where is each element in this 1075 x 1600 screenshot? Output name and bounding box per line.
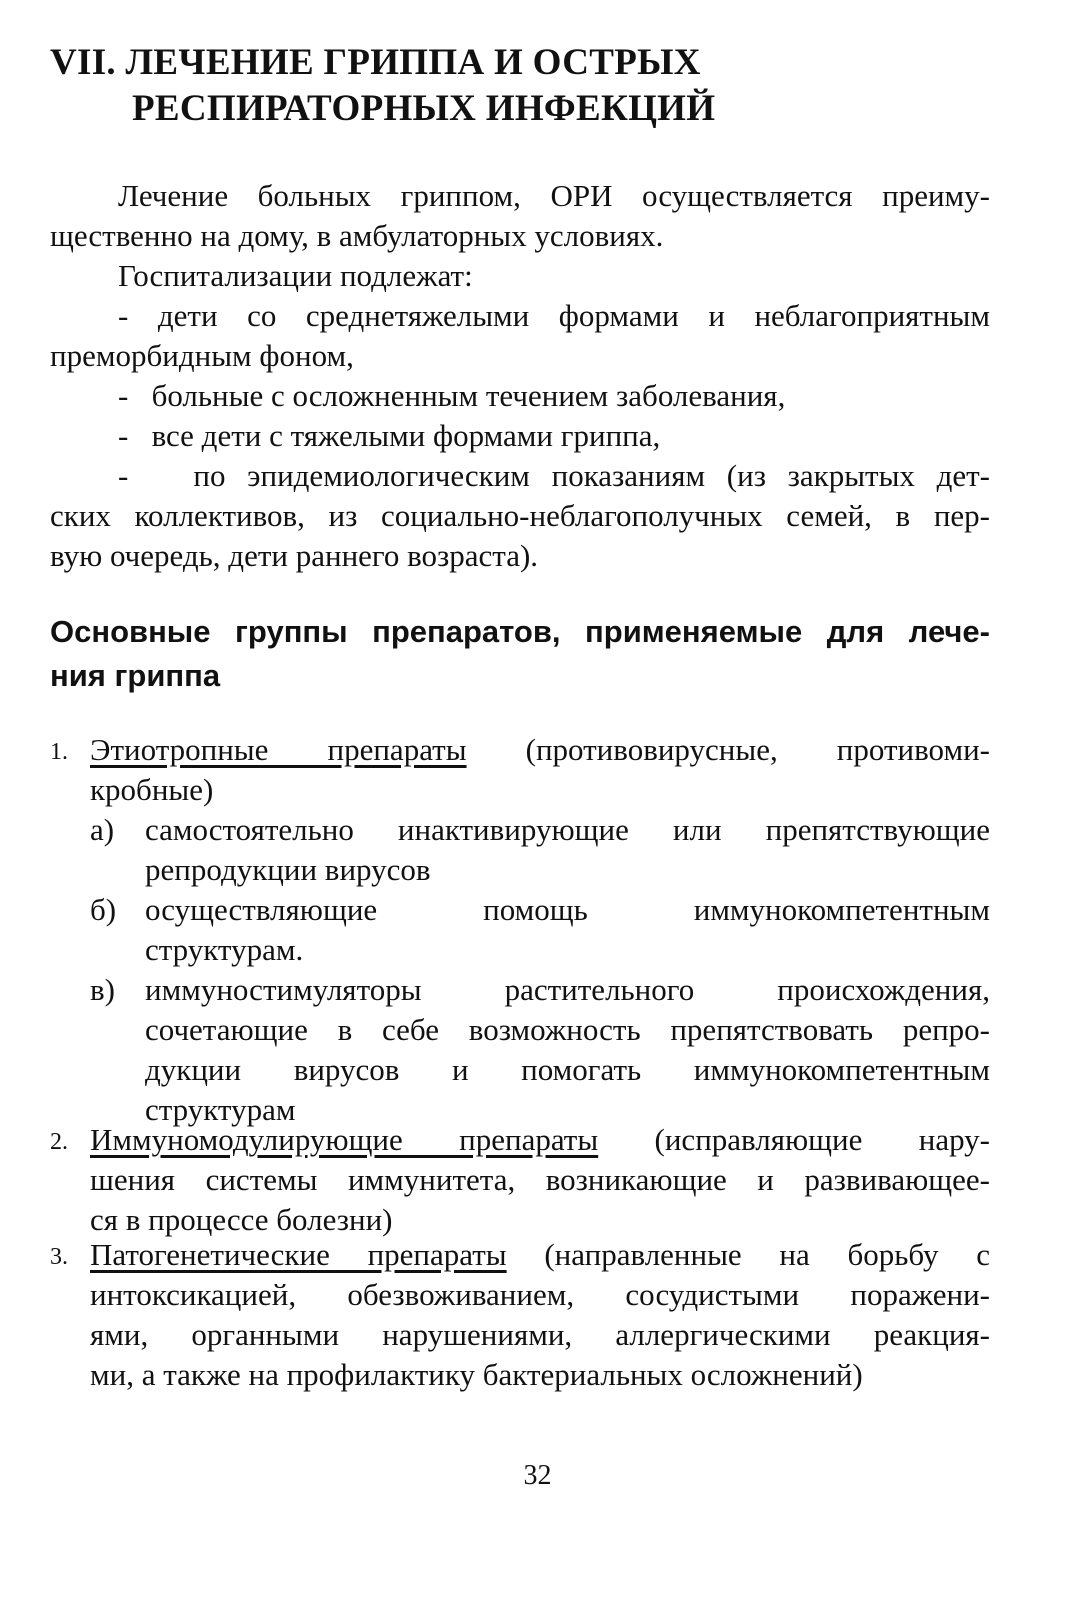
hospitalization-item-3-text: - все дети с тяжелыми формами гриппа, bbox=[118, 418, 661, 453]
drug-subgroup-c-line-4: структурам bbox=[145, 1092, 296, 1127]
drug-group-1-desc-line-1: (противовирусные, противоми- bbox=[466, 732, 990, 767]
drug-subgroup-c-letter: в) bbox=[90, 972, 115, 1007]
hospitalization-item-4 bbox=[50, 456, 990, 576]
hospitalization-item-1 bbox=[50, 296, 990, 376]
drug-subgroup-a-line-2: репродукции вирусов bbox=[145, 852, 431, 887]
chapter-title bbox=[50, 40, 950, 132]
drug-group-2-name: Иммуномодулирующие препараты bbox=[90, 1122, 599, 1157]
hospitalization-item-2-text: - больные с осложненным течением заболевания, bbox=[118, 378, 786, 413]
drug-subgroup-b-line-1: осуществляющие помощь иммунокомпетентным bbox=[145, 892, 990, 927]
drug-group-3-desc-line-4: ми, а также на профилактику бактериальных осложнений) bbox=[90, 1357, 863, 1392]
drug-group-2-number: 2. bbox=[50, 1129, 68, 1155]
drug-subgroup-a-letter: а) bbox=[90, 812, 115, 847]
hospitalization-item-4-line-1: - по эпидемиологическим показаниям (из закрытых дет- bbox=[118, 458, 990, 493]
hospitalization-item-1-line-2: преморбидным фоном, bbox=[50, 338, 354, 373]
drug-group-3-name: Патогенетические препараты bbox=[90, 1237, 507, 1272]
hospitalization-item-4-line-3: вую очередь, дети раннего возраста). bbox=[50, 538, 539, 573]
section-title-line-1: Основные группы препаратов, применяемые для лече- bbox=[50, 614, 990, 649]
chapter-title-line-2: РЕСПИРАТОРНЫХ ИНФЕКЦИЙ bbox=[132, 88, 716, 129]
hospitalization-item-1-line-1: - дети со среднетяжелыми формами и неблагоприятным bbox=[118, 298, 990, 333]
drug-subgroup-b-line-2: структурам. bbox=[145, 932, 304, 967]
drug-group-3-desc-line-3: ями, органными нарушениями, аллергическими реакция- bbox=[90, 1317, 990, 1352]
intro-paragraph-1 bbox=[50, 176, 990, 256]
page-number: 32 bbox=[523, 1460, 552, 1491]
intro-p1-line-2: щественно на дому, в амбулаторных условиях. bbox=[50, 218, 664, 253]
drug-group-2-line-1 bbox=[90, 1120, 990, 1160]
drug-group-1-number: 1. bbox=[50, 739, 68, 765]
drug-group-1 bbox=[50, 730, 990, 1127]
drug-group-1-line-1 bbox=[90, 730, 990, 770]
drug-subgroup-a-line-1: самостоятельно инактивирующие или препятствующие bbox=[145, 812, 990, 847]
drug-subgroup-c-line-1: иммуностимуляторы растительного происхождения, bbox=[145, 972, 990, 1007]
drug-group-1-name: Этиотропные препараты bbox=[90, 732, 467, 767]
chapter-title-line-1: VII. ЛЕЧЕНИЕ ГРИППА И ОСТРЫХ bbox=[50, 42, 701, 83]
intro-p1-line-1: Лечение больных гриппом, ОРИ осуществляется преиму- bbox=[118, 178, 990, 213]
drug-group-2-desc-line-3: ся в процессе болезни) bbox=[90, 1202, 393, 1237]
drug-group-3-line-1 bbox=[90, 1235, 990, 1275]
drug-subgroup-c-line-2: сочетающие в себе возможность препятствовать репро- bbox=[145, 1012, 990, 1047]
drug-group-3-desc-line-1: (направленные на борьбу с bbox=[506, 1237, 991, 1272]
drug-group-2-desc-line-1: (исправляющие нару- bbox=[598, 1122, 990, 1157]
section-title bbox=[50, 610, 990, 698]
drug-group-3-number: 3. bbox=[50, 1244, 68, 1270]
drug-group-3-desc-line-2: интоксикацией, обезвоживанием, сосудистыми поражени- bbox=[90, 1277, 990, 1312]
drug-group-2-desc-line-2: шения системы иммунитета, возникающие и развивающее- bbox=[90, 1162, 990, 1197]
drug-group-1-desc-line-2: кробные) bbox=[90, 772, 214, 807]
hospitalization-item-2 bbox=[50, 376, 990, 416]
drug-subgroup-b-letter: б) bbox=[90, 892, 117, 927]
hospitalization-heading: Госпитализации подлежат: bbox=[118, 258, 473, 293]
section-title-line-2: ния гриппа bbox=[50, 658, 221, 693]
drug-subgroup-c-line-3: дукции вирусов и помогать иммунокомпетентным bbox=[145, 1052, 990, 1087]
hospitalization-item-3 bbox=[50, 416, 990, 456]
intro-paragraph-2 bbox=[50, 256, 990, 296]
hospitalization-item-4-line-2: ских коллективов, из социально-неблагополучных семей, в пер- bbox=[50, 498, 990, 533]
